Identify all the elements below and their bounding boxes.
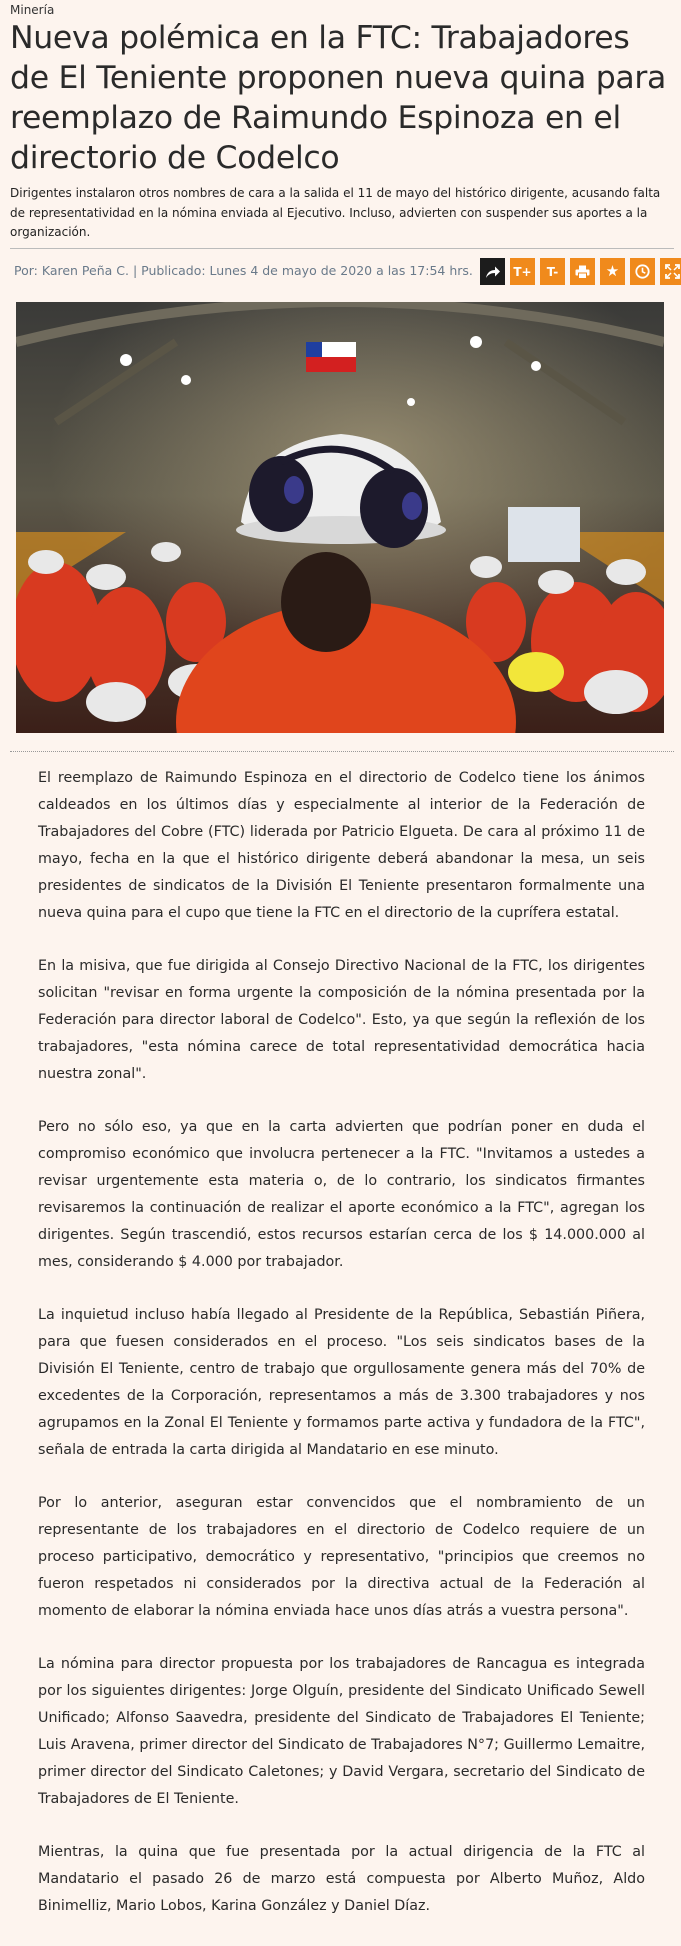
article-toolbar: [480, 258, 681, 285]
favorite-button[interactable]: [600, 258, 625, 285]
article-photo: [16, 302, 664, 733]
article-paragraph: Mientras, la quina que fue presentada por la actual dirigencia de la FTC al Mandatario el pasado 26 de marzo está compuesta por Alberto Muñoz, Aldo Binimelliz, Mario Lobos, Karina González y Daniel Díaz.: [38, 1844, 645, 1914]
content-divider: [10, 751, 674, 752]
article-title: Nueva polémica en la FTC: Trabajadores de El Teniente proponen nueva quina para reemplazo de Raimundo Espinoza en el directorio de Codelco: [10, 20, 667, 176]
history-button[interactable]: [630, 258, 655, 285]
category-label[interactable]: Minería: [10, 3, 55, 17]
increase-font-button[interactable]: T+: [510, 258, 535, 285]
decrease-font-button[interactable]: T-: [540, 258, 565, 285]
article-paragraph: Por lo anterior, aseguran estar convencidos que el nombramiento de un representante de los trabajadores en el directorio de Codelco requiere de un proceso participativo, democrático y representativo, "principios que creemos no fueron respetados ni considerados por la directiva actual de la Federación al momento de elaborar la nómina enviada hace unos días atrás a vuestra persona".: [38, 1495, 645, 1619]
fullscreen-button[interactable]: [660, 258, 681, 285]
article-paragraph: El reemplazo de Raimundo Espinoza en el directorio de Codelco tiene los ánimos caldeados en los últimos días y especialmente al interior de la Federación de Trabajadores del Cobre (FTC) liderada por Patricio Elgueta. De cara al próximo 11 de mayo, fecha en la que el histórico dirigente deberá abandonar la mesa, un seis presidentes de sindicatos de la División El Teniente presentaron formalmente una nueva quina para el cupo que tiene la FTC en el directorio de la cuprífera estatal.: [38, 770, 645, 921]
mine-workers-photo: [16, 302, 664, 733]
header-divider: [10, 248, 674, 249]
article-paragraph: La nómina para director propuesta por los trabajadores de Rancagua es integrada por los siguientes dirigentes: Jorge Olguín, presidente del Sindicato Unificado Sewell Unificado; Alfonso Saavedra, presidente del Sindicato de Trabajadores El Teniente; Luis Aravena, primer director del Sindicato de Trabajadores N°7; Guillermo Lemaitre, primer director del Sindicato Caletones; y David Vergara, secretario del Sindicato de Trabajadores de El Teniente.: [38, 1656, 645, 1807]
article-lead: Dirigentes instalaron otros nombres de cara a la salida el 11 de mayo del histórico dirigente, acusando falta de representatividad en la nómina enviada al Ejecutivo. Incluso, advierten con suspender sus aportes a la organización.: [10, 186, 661, 239]
print-button[interactable]: [570, 258, 595, 285]
printer-icon: [575, 265, 590, 279]
article-body: [38, 765, 645, 1946]
article-paragraph: Pero no sólo eso, ya que en la carta advierten que podrían poner en duda el compromiso económico que involucra pertenecer a la FTC. "Invitamos a ustedes a revisar urgentemente esta materia o, de lo contrario, los sindicatos firmantes revisaremos la continuación de realizar el aporte económico a la FTC", agregan los dirigentes. Según trascendió, estos recursos estarían cerca de los $ 14.000.000 al mes, considerando $ 4.000 por trabajador.: [38, 1119, 645, 1270]
expand-icon: [665, 264, 680, 279]
article-paragraph: En la misiva, que fue dirigida al Consejo Directivo Nacional de la FTC, los dirigentes solicitan "revisar en forma urgente la composición de la nómina presentada por la Federación para director laboral de Codelco". Esto, ya que según la reflexión de los trabajadores, "esta nómina carece de total representatividad democrática hacia nuestra zonal".: [38, 958, 645, 1082]
star-icon: ★: [605, 262, 620, 280]
article-paragraph: La inquietud incluso había llegado al Presidente de la República, Sebastián Piñera, para que fuesen considerados en el proceso. "Los seis sindicatos bases de la División El Teniente, centro de trabajo que orgullosamente genera más del 70% de excedentes de la Corporación, representamos a más de 3.300 trabajadores y nos agrupamos en la Zonal El Teniente y formamos parte activa y fundadora de la FTC", señala de entrada la carta dirigida al Mandatario en ese minuto.: [38, 1307, 645, 1458]
article-byline: Por: Karen Peña C. | Publicado: Lunes 4 de mayo de 2020 a las 17:54 hrs.: [14, 263, 473, 278]
share-button[interactable]: [480, 258, 505, 285]
share-arrow-icon: [485, 265, 501, 279]
clock-icon: [635, 264, 650, 279]
